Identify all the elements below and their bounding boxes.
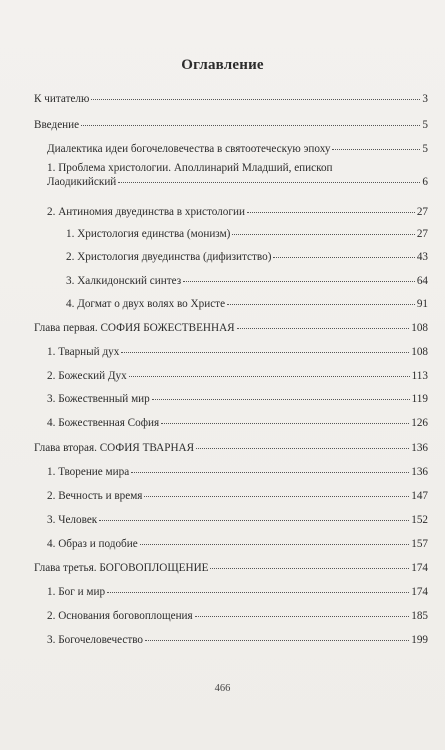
leader-dots xyxy=(210,568,409,569)
toc-entry-page: 157 xyxy=(411,538,428,550)
toc-entry xyxy=(66,297,428,311)
toc-entry xyxy=(47,489,428,503)
leader-dots xyxy=(99,520,409,521)
toc-entry-title: Глава первая. СОФИЯ БОЖЕСТВЕННАЯ xyxy=(34,322,235,334)
toc-entry xyxy=(34,561,428,575)
toc-entry-title: 3. Божественный мир xyxy=(47,393,150,405)
toc-entry xyxy=(47,345,428,359)
toc-entry-title: 3. Богочеловечество xyxy=(47,634,144,646)
toc-entry-page: 3 xyxy=(422,93,428,105)
toc-entry-title: К читателю xyxy=(34,93,90,105)
leader-dots xyxy=(273,257,414,258)
leader-dots xyxy=(161,423,409,424)
toc-entry-title: 1. Христология единства (монизм) xyxy=(66,228,231,240)
leader-dots xyxy=(196,448,409,449)
toc-entry-title: 2. Божеский Дух xyxy=(47,370,127,382)
toc-entry-page: 43 xyxy=(416,251,428,263)
toc-entry xyxy=(47,585,428,599)
leader-dots xyxy=(129,376,410,377)
toc-entry-title: 1. Бог и мир xyxy=(47,586,106,598)
toc-entry-title: 3. Халкидонский синтез xyxy=(66,275,182,287)
toc-entry-page: 152 xyxy=(411,514,428,526)
toc-entry-title-continued: Лаодикийский xyxy=(47,176,117,188)
leader-dots xyxy=(332,149,420,150)
toc-entry-page: 6 xyxy=(422,176,428,188)
toc-entry xyxy=(47,609,428,623)
toc-entry-page: 126 xyxy=(411,417,428,429)
toc-entry xyxy=(66,227,428,241)
leader-dots xyxy=(81,125,420,126)
toc-entry xyxy=(34,92,428,106)
toc-entry-title: 3. Человек xyxy=(47,514,98,526)
toc-entry xyxy=(34,441,428,455)
toc-entry-title: 1. Тварный дух xyxy=(47,346,120,358)
toc-entry-page: 136 xyxy=(411,442,428,454)
toc-entry xyxy=(34,118,428,132)
toc-entry-page: 174 xyxy=(411,562,428,574)
toc-entry-page: 27 xyxy=(416,228,428,240)
leader-dots xyxy=(152,399,410,400)
toc-entry-page: 108 xyxy=(411,322,428,334)
toc-entry-title: Введение xyxy=(34,119,80,131)
toc-entry xyxy=(47,465,428,479)
toc-entry xyxy=(47,392,428,406)
leader-dots xyxy=(131,472,409,473)
leader-dots xyxy=(227,304,415,305)
toc-entry xyxy=(47,513,428,527)
page-title: Оглавление xyxy=(181,57,264,73)
toc-entry xyxy=(47,537,428,551)
toc-entry xyxy=(47,142,428,156)
leader-dots xyxy=(121,352,409,353)
leader-dots xyxy=(107,592,409,593)
toc-entry xyxy=(66,274,428,288)
toc-entry-page: 113 xyxy=(411,370,428,382)
toc-entry-title: 4. Образ и подобие xyxy=(47,538,138,550)
leader-dots xyxy=(232,234,414,235)
toc-entry-title: 4. Догмат о двух волях во Христе xyxy=(66,298,226,310)
page-number: 466 xyxy=(214,683,231,694)
toc-entry xyxy=(47,633,428,647)
toc-entry-title: 2. Христология двуединства (дифизитство) xyxy=(66,251,272,263)
toc-entry-page: 147 xyxy=(411,490,428,502)
toc-entry-page: 27 xyxy=(416,206,428,218)
toc-entry-title: 4. Божественная София xyxy=(47,417,160,429)
leader-dots xyxy=(195,616,410,617)
leader-dots xyxy=(91,99,420,100)
toc-entry-title: 2. Вечность и время xyxy=(47,490,143,502)
toc-entry-page: 108 xyxy=(411,346,428,358)
toc-entry-page: 5 xyxy=(422,143,428,155)
toc-entry-page: 91 xyxy=(416,298,428,310)
leader-dots xyxy=(145,640,409,641)
toc-entry xyxy=(47,416,428,430)
toc-entry xyxy=(47,161,428,189)
toc-entry-page: 5 xyxy=(422,119,428,131)
leader-dots xyxy=(237,328,410,329)
toc-entry-title: 2. Основания боговоплощения xyxy=(47,610,193,622)
toc-entry xyxy=(47,369,428,383)
leader-dots xyxy=(118,182,420,183)
leader-dots xyxy=(144,496,409,497)
leader-dots xyxy=(140,544,410,545)
toc-entry-title: 1. Проблема христологии. Аполлинарий Младший, епископ xyxy=(47,162,333,174)
toc-entry-title: Диалектика идеи богочеловечества в святоотеческую эпоху xyxy=(47,143,331,155)
toc-entry-page: 136 xyxy=(411,466,428,478)
toc-entry-title: 2. Антиномия двуединства в христологии xyxy=(47,206,245,218)
toc-entry xyxy=(47,205,428,219)
leader-dots xyxy=(247,212,415,213)
leader-dots xyxy=(183,281,415,282)
toc-entry-page: 119 xyxy=(411,393,428,405)
toc-entry-page: 64 xyxy=(416,275,428,287)
toc-entry-title: 1. Творение мира xyxy=(47,466,130,478)
toc-entry-title: Глава вторая. СОФИЯ ТВАРНАЯ xyxy=(34,442,195,454)
toc-entry-page: 185 xyxy=(411,610,428,622)
toc-entry-page: 174 xyxy=(411,586,428,598)
toc-entry-title: Глава третья. БОГОВОПЛОЩЕНИЕ xyxy=(34,562,209,574)
toc-entry xyxy=(34,321,428,335)
toc-entry xyxy=(66,250,428,264)
toc-entry-page: 199 xyxy=(411,634,428,646)
